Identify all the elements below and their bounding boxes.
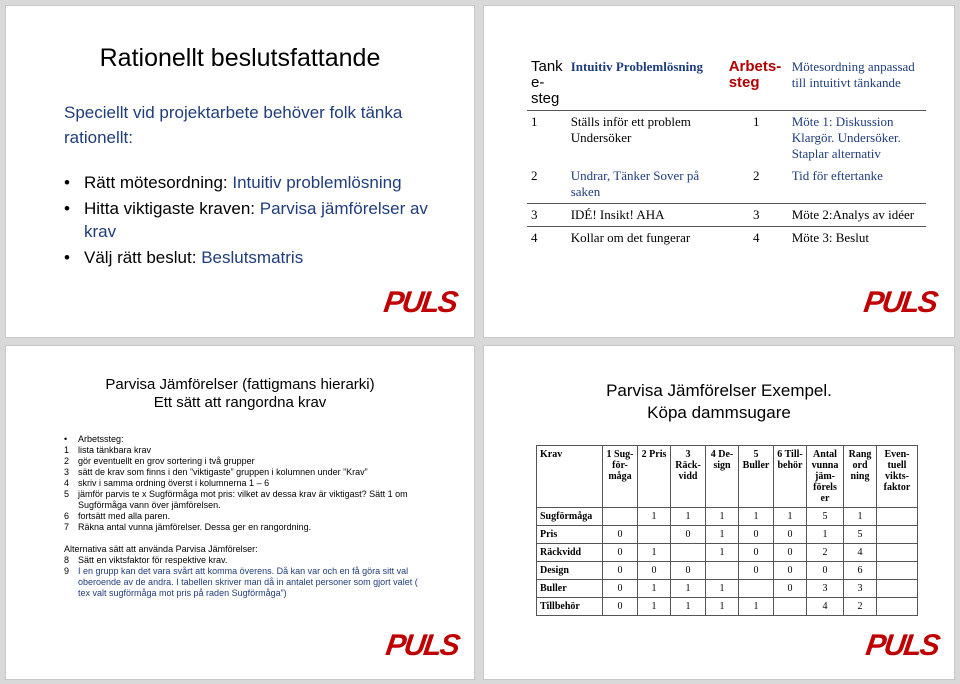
- slide-title: Rationellt beslutsfattande: [99, 44, 381, 72]
- step-number: 2: [752, 168, 760, 183]
- matrix-cell: 0: [671, 526, 706, 544]
- table-header-row: [537, 446, 918, 508]
- bullet-item: • Hitta viktigaste kraven: Parvisa jämförelser av krav: [64, 199, 428, 241]
- matrix-cell: 0: [603, 598, 638, 616]
- matrix-cell: 0: [603, 544, 638, 562]
- list-item: 4 skriv i samma ordning överst i kolumnerna 1 – 6: [64, 478, 270, 488]
- list-item: 2 gör eventuellt en grov sortering i två grupper: [64, 456, 255, 466]
- row-label: Tillbehör: [537, 598, 603, 616]
- matrix-cell: 0: [603, 562, 638, 580]
- matrix-cell: [638, 526, 671, 544]
- matrix-cell: 1: [706, 580, 739, 598]
- list-item: 7 Räkna antal vunna jämförelser. Dessa ger en rangordning.: [64, 522, 312, 532]
- step-text: IDÉ! Insikt! AHA: [567, 204, 725, 227]
- row-label: Buller: [537, 580, 603, 598]
- list-text: Räkna antal vunna jämförelser. Dessa ger en rangordning.: [78, 522, 312, 532]
- matrix-cell: 0: [671, 562, 706, 580]
- matrix-cell: 1: [671, 598, 706, 616]
- matrix-cell: 5: [844, 526, 877, 544]
- matrix-cell: 0: [774, 544, 807, 562]
- matrix-cell: 1: [739, 508, 774, 526]
- matrix-cell: 1: [807, 526, 844, 544]
- slide-title: [484, 380, 954, 424]
- meeting-text: Möte 1: Diskussion Klargör. Undersöker. Staplar alternativ: [788, 111, 926, 166]
- table-row: [527, 227, 926, 250]
- header-cell: 1 Sug-för-måga: [603, 446, 638, 508]
- matrix-cell: 0: [739, 544, 774, 562]
- header-arbetssteg: Arbets-steg: [728, 58, 782, 91]
- matrix-cell: 0: [774, 580, 807, 598]
- header-intuitiv: Intuitiv Problemlösning: [570, 59, 703, 74]
- header-motesordning: Mötesordning anpassad till intuitivt tänkande: [791, 59, 915, 90]
- header-cell: 4 De-sign: [706, 446, 739, 508]
- alt-heading: Alternativa sätt att använda Parvisa Jämförelser:: [64, 544, 258, 554]
- matrix-cell: 2: [844, 598, 877, 616]
- matrix-cell: 0: [774, 562, 807, 580]
- matrix-cell: 6: [844, 562, 877, 580]
- matrix-cell: 1: [706, 544, 739, 562]
- row-label: Sugförmåga: [537, 508, 603, 526]
- header-cell: Even-tuell vikts-faktor: [877, 446, 918, 508]
- matrix-cell: 0: [638, 562, 671, 580]
- row-label: Design: [537, 562, 603, 580]
- matrix-cell: [671, 544, 706, 562]
- step-number: 4: [527, 227, 567, 250]
- matrix-cell: 4: [844, 544, 877, 562]
- list-text: Sätt en viktsfaktor för respektive krav.: [78, 555, 228, 565]
- matrix-cell: 1: [671, 508, 706, 526]
- table-row: [527, 111, 926, 166]
- meeting-text: Tid för eftertanke: [791, 168, 883, 183]
- matrix-cell: 3: [844, 580, 877, 598]
- matrix-cell: 1: [706, 598, 739, 616]
- step-number: 3: [725, 204, 788, 227]
- list-item: 6 fortsätt med alla paren.: [64, 511, 171, 521]
- slide-exempel-dammsugare: [483, 345, 955, 680]
- meeting-text: Möte 2:Analys av idéer: [788, 204, 926, 227]
- matrix-cell: 1: [638, 508, 671, 526]
- step-number: 1: [527, 111, 567, 166]
- matrix-cell: 1: [774, 508, 807, 526]
- slide-intuitiv-problemlosning: [483, 5, 955, 338]
- matrix-cell: 1: [739, 598, 774, 616]
- slide-parvisa-jamforelser: [5, 345, 475, 680]
- bullet-item: • Arbetssteg:: [64, 434, 124, 444]
- matrix-body: [537, 508, 918, 616]
- matrix-cell: [603, 508, 638, 526]
- title-line: Parvisa Jämförelser Exempel.: [606, 381, 832, 400]
- row-label: Räckvidd: [537, 544, 603, 562]
- process-table: [527, 56, 926, 249]
- matrix-cell: [739, 580, 774, 598]
- table-row: [537, 508, 918, 526]
- table-row: [527, 165, 926, 204]
- matrix-cell: [877, 598, 918, 616]
- puls-logo: PULS: [861, 286, 939, 319]
- matrix-cell: 0: [774, 526, 807, 544]
- subtitle-line: Köpa dammsugare: [647, 403, 791, 422]
- puls-logo: PULS: [383, 629, 461, 662]
- matrix-cell: 1: [844, 508, 877, 526]
- table-row: [537, 580, 918, 598]
- bullet-item: • Rätt mötesordning: Intuitiv problemlösning: [64, 173, 402, 192]
- slide-rationellt-beslutsfattande: [5, 5, 475, 338]
- list-text: gör eventuellt en grov sortering i två grupper: [78, 456, 255, 466]
- matrix-cell: 0: [807, 562, 844, 580]
- step-number: 4: [725, 227, 788, 250]
- header-cell: Antal vunna jäm-förels er: [807, 446, 844, 508]
- intro-text: Speciellt vid projektarbete behöver folk tänka rationellt:: [64, 103, 403, 147]
- subtitle-line: Ett sätt att rangordna krav: [153, 394, 327, 411]
- step-text: Kollar om det fungerar: [567, 227, 725, 250]
- list-text: jämför parvis te x Sugförmåga mot pris: vilket av dessa krav är viktigast? Sätt 1 om Sugförmåga vann över jämförelsen.: [78, 489, 408, 510]
- table-row: [537, 562, 918, 580]
- list-text: lista tänkbara krav: [78, 445, 152, 455]
- matrix-cell: 3: [807, 580, 844, 598]
- bullet-list: [64, 171, 454, 272]
- puls-logo: PULS: [381, 286, 459, 319]
- matrix-cell: [877, 544, 918, 562]
- list-item: 8 Sätt en viktsfaktor för respektive krav.: [64, 555, 228, 565]
- header-tanke-steg: Tank e-steg: [531, 58, 563, 107]
- step-number: 1: [725, 111, 788, 166]
- step-text: Undrar, Tänker Sover på saken: [570, 168, 700, 199]
- instructions-body: [64, 434, 424, 599]
- matrix-cell: 0: [739, 562, 774, 580]
- slide-title: [6, 376, 474, 412]
- list-item: 1 lista tänkbara krav: [64, 445, 152, 455]
- list-item: 9 I en grupp kan det vara svårt att komma överens. Då kan var och en få göra sitt val oberoende av de andra. I tabellen skriver man då in antalet personer som gjort valet ( tex valt sugförmåga mot pris på raden Sugförmåga”): [64, 566, 424, 599]
- list-item: 3 sätt de krav som finns i den ”viktigaste” gruppen i kolumnen under ”Krav”: [64, 467, 368, 477]
- matrix-cell: 5: [807, 508, 844, 526]
- matrix-cell: [706, 562, 739, 580]
- matrix-cell: 0: [739, 526, 774, 544]
- bullet-item: • Välj rätt beslut: Beslutsmatris: [64, 248, 304, 267]
- header-cell: 2 Pris: [638, 446, 671, 508]
- header-cell: 6 Till-behör: [774, 446, 807, 508]
- meeting-text: Möte 3: Beslut: [788, 227, 926, 250]
- matrix-cell: [774, 598, 807, 616]
- header-cell: Rang ord ning: [844, 446, 877, 508]
- matrix-cell: [877, 508, 918, 526]
- table-row: [537, 598, 918, 616]
- comparison-matrix: [536, 445, 918, 616]
- row-label: Pris: [537, 526, 603, 544]
- matrix-cell: 1: [671, 580, 706, 598]
- matrix-cell: 0: [603, 580, 638, 598]
- list-text: skriv i samma ordning överst i kolumnerna 1 – 6: [78, 478, 270, 488]
- list-item: 5 jämför parvis te x Sugförmåga mot pris: vilket av dessa krav är viktigast? Sätt 1 om Sugförmåga vann över jämförelsen.: [64, 489, 424, 511]
- list-text: fortsätt med alla paren.: [78, 511, 171, 521]
- step-text: Ställs inför ett problem Undersöker: [567, 111, 725, 166]
- matrix-cell: 2: [807, 544, 844, 562]
- step-number: 2: [531, 168, 538, 183]
- matrix-cell: 1: [706, 508, 739, 526]
- table-row: [527, 204, 926, 227]
- matrix-cell: 1: [638, 580, 671, 598]
- matrix-cell: 4: [807, 598, 844, 616]
- table-row: [537, 544, 918, 562]
- matrix-cell: [877, 580, 918, 598]
- step-number: 3: [527, 204, 567, 227]
- matrix-cell: 1: [638, 598, 671, 616]
- title-line: Parvisa Jämförelser (fattigmans hierarki): [105, 376, 375, 393]
- table-header-row: [527, 56, 926, 111]
- puls-logo: PULS: [863, 629, 941, 662]
- matrix-cell: 0: [603, 526, 638, 544]
- bullet-text: Arbetssteg:: [78, 434, 124, 444]
- matrix-cell: [877, 526, 918, 544]
- table-row: [537, 526, 918, 544]
- matrix-cell: 1: [706, 526, 739, 544]
- header-cell: 5 Buller: [739, 446, 774, 508]
- list-text: sätt de krav som finns i den ”viktigaste” gruppen i kolumnen under ”Krav”: [78, 467, 368, 477]
- matrix-cell: 1: [638, 544, 671, 562]
- header-cell: 3 Räck-vidd: [671, 446, 706, 508]
- header-cell: Krav: [537, 446, 603, 508]
- matrix-cell: [877, 562, 918, 580]
- list-text: I en grupp kan det vara svårt att komma överens. Då kan var och en få göra sitt val oberoende av de andra. I tabellen skriver man då in antalet personer som gjort valet ( tex valt sugförmåga mot pris på raden Sugförmåga”): [78, 566, 418, 598]
